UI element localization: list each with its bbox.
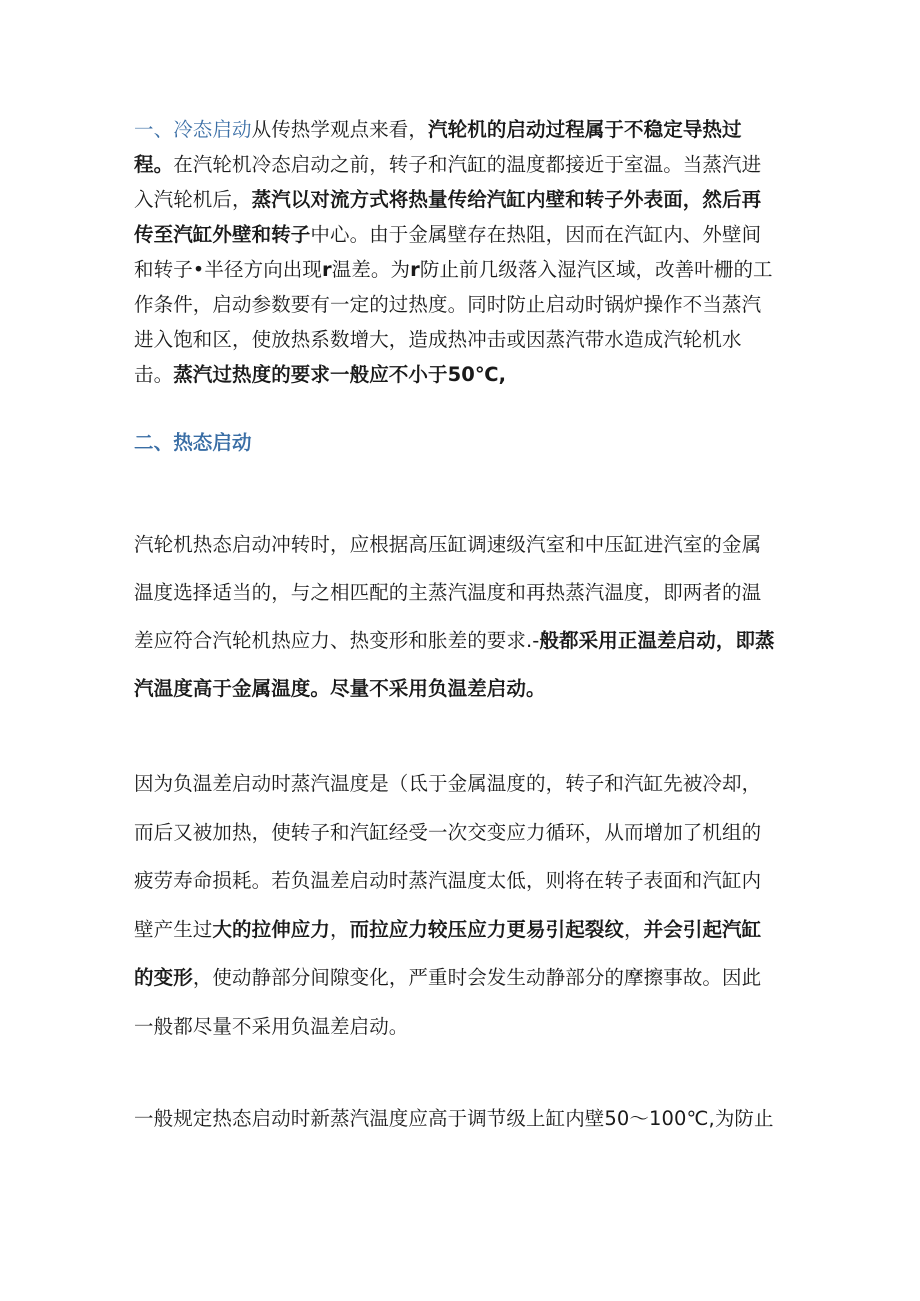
text-run: 从传热学观点来看， [251, 118, 429, 141]
text-run: ，使动静部分间隙变化，严重时会发生动静部分的摩擦事故。因此一般都尽量不采用负温差启动。 [134, 966, 762, 1038]
hot-start-paragraph-1 [134, 521, 776, 713]
bold-text-run: 般都采用正温差启动，即蒸汽温度高于金属温度。尽量不采用负温差启动。 [134, 629, 775, 700]
text-run: 汽轮机热态启动冲转时，应根据高压缸调速级汽室和中压缸进汽室的金属温度选择适当的，与之相匹配的主蒸汽温度和再热蒸汽温度，即两者的温差应符合汽轮机热应力、热变形和胀差的要求.- [134, 533, 762, 652]
section-hot-start-heading: 二、热态启动 [134, 431, 252, 454]
section-number: 一、 [134, 118, 174, 141]
text-run: ， [330, 917, 350, 941]
text-run: ， [624, 917, 644, 941]
bold-text-run: r [322, 258, 332, 281]
bold-text-run: 蒸汽过热度的要求一般应不小于50℃, [173, 363, 507, 386]
text-run: 在汽轮机冷态启动之前，转子和汽缸的温度都接近于室温。当蒸汽进入汽轮机后， [134, 153, 762, 211]
section-cold-start-paragraph [134, 112, 776, 392]
text-run: 温差。为 [331, 258, 411, 281]
hot-start-paragraph-2 [134, 760, 776, 1051]
bold-text-run: 汽轮机的启动过程属于不稳定导热过程。 [134, 118, 742, 176]
bold-text-run: 并会引起汽缸的变形 [134, 917, 762, 989]
bold-text-run: r [410, 258, 420, 281]
bold-text-run: 蒸汽以对流方式将热量传给汽缸内壁和转子外表面，然后再传至汽缸外壁和转子 [134, 188, 762, 246]
text-run: 因为负温差启动时蒸汽温度是（氐于金属温度的，转子和汽缸先被冷却，而后又被加热，使转子和汽缸经受一次交变应力循环，从而增加了机组的疲劳寿命损耗。若负温差启动时蒸汽温度太低，则将在转子表面和汽缸内壁产生过 [134, 772, 762, 941]
bold-text-run: 大的拉伸应力 [212, 917, 331, 941]
text-run: 防止前几级落入湿汽区域，改善叶栅的工作条件，启动参数要有一定的过热度。同时防止启动时锅炉操作不当蒸汽进入饱和区，使放热系数增大，造成热冲击或因蒸汽带水造成汽轮机水击。 [134, 258, 773, 386]
hot-start-paragraph-3: 一般规定热态启动时新蒸汽温度应高于调节级上缸内壁50～100℃,为防止 [134, 1107, 774, 1130]
bold-text-run: 而拉应力较压应力更易引起裂纹 [349, 917, 625, 941]
section-title: 冷态启动 [173, 118, 252, 141]
text-run: 中心。由于金属壁存在热阻，因而在汽缸内、外壁间和转子•半径方向出现 [134, 223, 762, 281]
